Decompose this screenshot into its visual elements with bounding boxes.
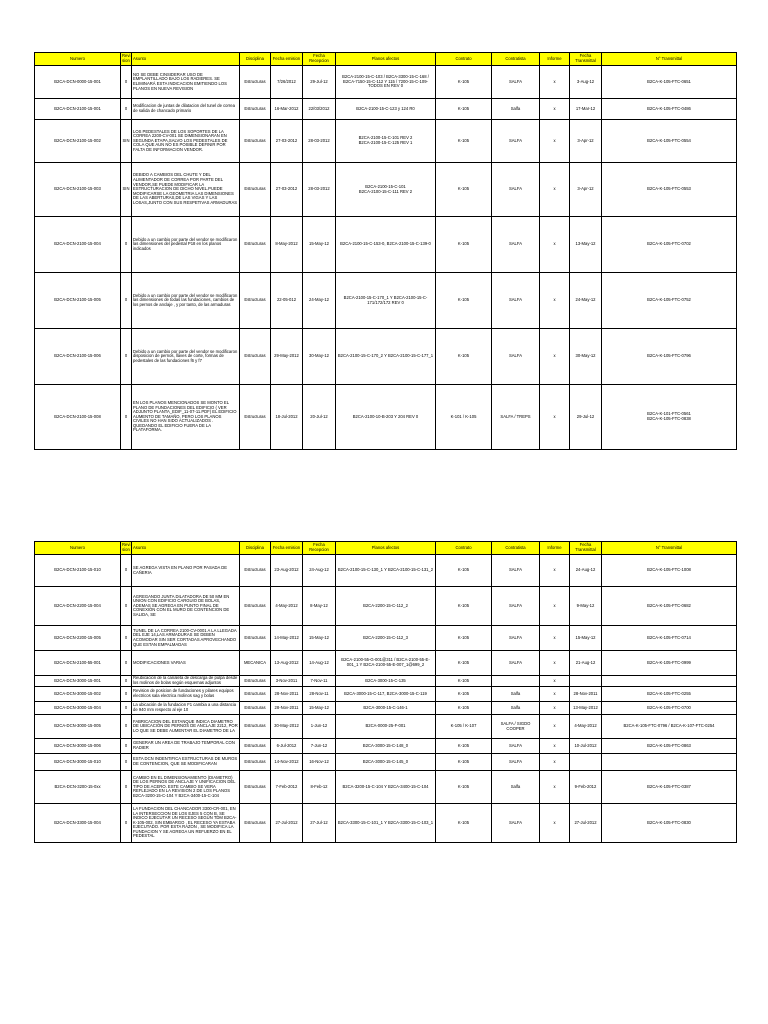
row-revision: 0: [121, 626, 132, 651]
table-row: [35, 329, 737, 385]
row-contrato: K-105: [436, 587, 492, 626]
row-contratista: [492, 676, 540, 687]
row-informe: x: [540, 687, 570, 702]
row-fecha-emision: 28-Nov-2011: [271, 687, 303, 702]
row-planos: B2CA-2100-15-C-101 B2CA-2100-15-C-111 REV 2: [336, 163, 436, 217]
row-transmittal: B2CA-K-105-FTC-0752: [602, 273, 737, 329]
row-numero: B2CA-DCN-2100-15-008: [35, 385, 121, 450]
row-fecha-recepcion: 29-Jul-12: [303, 66, 336, 99]
row-contrato: K-105: [436, 273, 492, 329]
row-revision: 0: [121, 329, 132, 385]
row-fecha-recepcion: 28-Nov-11: [303, 687, 336, 702]
row-contratista: SALFA: [492, 329, 540, 385]
row-numero: B2CA-DCN-2100-15-005: [35, 273, 121, 329]
row-revision: SIN: [121, 120, 132, 163]
table-row: [35, 385, 737, 450]
row-asunto: La ubicación de la fundacion F1 cambia a una distancia de 940 mm respecto al eje 10: [132, 702, 240, 715]
row-planos: B2CA-2100-15-C-123 y 124 R0: [336, 99, 436, 120]
row-disciplina: Estructuras: [240, 66, 271, 99]
row-fecha-emision: 13-Aug-2012: [271, 651, 303, 676]
row-fecha-emision: 14-May-2012: [271, 626, 303, 651]
row-fecha-recepcion: 15-May-12: [303, 217, 336, 273]
row-informe: x: [540, 99, 570, 120]
header-transmittal: N° Transmittal: [602, 542, 737, 555]
table-1-body: [35, 66, 737, 450]
row-fecha-transmittal: 30-May-12: [570, 329, 602, 385]
row-transmittal: [602, 754, 737, 771]
row-revision: 0: [121, 273, 132, 329]
row-numero: B2CA-DCN-3200-15-0xx: [35, 771, 121, 804]
row-planos: B2CA-3000-15-C-148_0: [336, 739, 436, 754]
row-fecha-transmittal: 3-Apr-12: [570, 163, 602, 217]
row-numero: B2CA-DCN-3000-15-001: [35, 676, 121, 687]
row-fecha-emision: 28-Nov-2011: [271, 702, 303, 715]
row-contrato: K-105 / K-107: [436, 715, 492, 739]
row-fecha-recepcion: 1-Jun-12: [303, 715, 336, 739]
table-row: [35, 587, 737, 626]
header-planos: Planos afectos: [336, 542, 436, 555]
row-asunto: FABRICACION DEL ESTANQUE INDICA DIAMETRO DE UBICACIÓN DE PERNOS DE ANCLAJE 2212, POR LO QUE SE DEBE AUMENTAR EL DIAMETRO DE LA: [132, 715, 240, 739]
row-contratista: SALFA / SIGDO COOPER: [492, 715, 540, 739]
row-contratista: SALFA / TREPS: [492, 385, 540, 450]
row-disciplina: Estructuras: [240, 702, 271, 715]
row-fecha-recepcion: 7-Jun-12: [303, 739, 336, 754]
table-row: [35, 771, 737, 804]
row-asunto: Debido a un cambio por parte del vendor se modificaron las dimensiones del pedestal P18 en los planos indicados: [132, 217, 240, 273]
row-planos: B2CA-3000-15-C-135: [336, 676, 436, 687]
row-fecha-recepcion: 30-May-12: [303, 329, 336, 385]
row-contratista: SALFA: [492, 120, 540, 163]
dcn-table-1: [34, 52, 737, 450]
row-disciplina: Estructuras: [240, 385, 271, 450]
row-transmittal: B2CA-K-105-FTC-0387: [602, 771, 737, 804]
row-transmittal: B2CA-K-105-FTC-1008: [602, 555, 737, 587]
row-contrato: K-105: [436, 163, 492, 217]
row-asunto: ESTA DCN INDENTIFICA ESTRUCTURAS DE MUROS DE CONTENCION, QUE SE MODIFICARAN: [132, 754, 240, 771]
row-revision: SIN: [121, 163, 132, 217]
row-contrato: K-105: [436, 120, 492, 163]
row-disciplina: Estructuras: [240, 626, 271, 651]
row-informe: x: [540, 385, 570, 450]
row-planos: B2CA-0000-25-F-001: [336, 715, 436, 739]
row-fecha-transmittal: 10-Jul-2012: [570, 739, 602, 754]
row-revision: 0: [121, 754, 132, 771]
table-row: [35, 739, 737, 754]
row-fecha-emision: 6-Jul-2012: [271, 739, 303, 754]
row-contrato: K-105: [436, 702, 492, 715]
row-contratista: SALFA: [492, 273, 540, 329]
row-disciplina: Estructuras: [240, 99, 271, 120]
row-planos: B2CA-3200-15-C-104 Y B2CA-3400-15-C-104: [336, 771, 436, 804]
row-informe: x: [540, 702, 570, 715]
row-fecha-recepcion: 28-03-2012: [303, 120, 336, 163]
row-revision: 0: [121, 739, 132, 754]
row-fecha-transmittal: 3-Apr-12: [570, 120, 602, 163]
row-informe: x: [540, 754, 570, 771]
row-contrato: K-105: [436, 651, 492, 676]
row-transmittal: B2CA-K-105-FTC-0554: [602, 120, 737, 163]
row-disciplina: Estructuras: [240, 217, 271, 273]
row-contrato: K-105: [436, 555, 492, 587]
row-revision: 0: [121, 676, 132, 687]
row-fecha-transmittal: 21-Aug-12: [570, 651, 602, 676]
header-revision: Revi sion: [121, 542, 132, 555]
row-disciplina: Estructuras: [240, 754, 271, 771]
row-contratista: Salfa: [492, 687, 540, 702]
row-asunto: DEBIDO A CAMBIOS DEL CHUTE Y DEL ALIMENTADOR DE CORREA POR PARTE DEL VENDOR,SE PUEDE MODIFICAR LA ESTRUCTURACION DE DICHO NIVEL.PUEDE MODIFICARSE LA GEOMETRIA LAS DIMENSIONES DE LAS ABERTURAS,DE LAS VIGAS Y LAS LOSAS,JUNTO CON SUS RESPETIVAS ARMADURAS: [132, 163, 240, 217]
row-transmittal: B2CA-K-105-FTC-0255: [602, 687, 737, 702]
row-contratista: SALFA: [492, 217, 540, 273]
row-planos: B2CA-2100-15-C-170_1 Y B2CA-2100-15-C-171/172/172 REV 0: [336, 273, 436, 329]
row-informe: x: [540, 626, 570, 651]
row-numero: B2CA-DCN-3000-15-002: [35, 687, 121, 702]
table-row: [35, 66, 737, 99]
row-disciplina: Estructuras: [240, 273, 271, 329]
row-contrato: K-105: [436, 66, 492, 99]
row-informe: x: [540, 66, 570, 99]
header-planos: Planos afectos: [336, 53, 436, 66]
header-transmittal: N° Transmittal: [602, 53, 737, 66]
row-fecha-recepcion: 8-Feb-12: [303, 771, 336, 804]
header-asunto: Asunto: [132, 53, 240, 66]
row-fecha-emision: 30-May-2012: [271, 715, 303, 739]
header-fecha-emision: Fecha emision: [271, 53, 303, 66]
row-asunto: Debido a un cambio por parte del vendor se modificaron disposicion de pernos, llaves de corte, formas de pedestales de las fundaciones f6 y f7: [132, 329, 240, 385]
header-contrato: Contrato: [436, 53, 492, 66]
row-informe: x: [540, 771, 570, 804]
table-row: [35, 99, 737, 120]
row-fecha-emision: 14-Nov-2012: [271, 754, 303, 771]
row-numero: B2CA-DCN-3000-15-010: [35, 754, 121, 771]
row-disciplina: MECANICA: [240, 651, 271, 676]
header-numero: Numero: [35, 542, 121, 555]
row-asunto: Debido a un cambio por parte del vendor se modificaron las dimensiones de todas las fundaciones, cambios de los pernos de anclaje , y por tanto, de las armaduras: [132, 273, 240, 329]
row-fecha-emision: 4-May-2012: [271, 587, 303, 626]
row-transmittal: B2CA-K-105-FTC-0651: [602, 66, 737, 99]
header-asunto: Asunto: [132, 542, 240, 555]
row-planos: B2CA-2100-15-C-130_1 Y B2CA-2100-15-C-131_2: [336, 555, 436, 587]
row-disciplina: Estructuras: [240, 771, 271, 804]
row-asunto: CAMBIO EN EL DIMENSIONAMIENTO (DIAMETRO) DE LOS PERNOS DE ANCLAJE Y UNIFICACION DEL TIPO DE ACERO. ESTE CAMBIO SE VERA REFLEJADO EN LA REVISION 2 DE LOS PLANOS B2CA-3200-15-C-104 Y B2CA-3400-15-C-104: [132, 771, 240, 804]
row-fecha-transmittal: 9-Feb-2012: [570, 771, 602, 804]
row-fecha-emision: 22-05-012: [271, 273, 303, 329]
row-numero: B2CA-DCN-3000-15-004: [35, 702, 121, 715]
row-informe: x: [540, 273, 570, 329]
row-transmittal: B2CA-K-105-FTC-0863: [602, 739, 737, 754]
row-disciplina: Estructuras: [240, 120, 271, 163]
row-contratista: Salfa: [492, 771, 540, 804]
row-fecha-transmittal: [570, 676, 602, 687]
row-informe: x: [540, 329, 570, 385]
row-disciplina: Estructuras: [240, 587, 271, 626]
row-contratista: SALFA: [492, 651, 540, 676]
row-asunto: MODIFICACIONES VARIAS: [132, 651, 240, 676]
row-fecha-recepcion: 20-Jul-12: [303, 385, 336, 450]
row-planos: B2CA-3000-15-C-145_0: [336, 754, 436, 771]
row-numero: B2CA-DCN-0000-15-001: [35, 66, 121, 99]
table-row: [35, 120, 737, 163]
row-numero: B2CA-DCN-2100-15-003: [35, 163, 121, 217]
row-asunto: Modificacion de juntas de dilatacion del tunel de correa de salida de chancado primario: [132, 99, 240, 120]
row-fecha-emision: 8-May-2012: [271, 217, 303, 273]
table-header-row: [35, 53, 737, 66]
row-fecha-transmittal: 24-May-12: [570, 273, 602, 329]
row-transmittal: B2CA-K-105-FTC-0999: [602, 651, 737, 676]
row-fecha-recepcion: 14-Aug-12: [303, 651, 336, 676]
row-fecha-emision: 7/26/2012: [271, 66, 303, 99]
row-contrato: K-105: [436, 626, 492, 651]
row-fecha-transmittal: 13-May-2012: [570, 702, 602, 715]
row-planos: B2CA-2200-15-C-112_3: [336, 626, 436, 651]
row-planos: B2CA-3000-15-C-117, B2CA-3000-15-C-119: [336, 687, 436, 702]
row-planos: B2CA-2100-15-C-101 REV 2 B2CA-2100-15-C-125 REV 1: [336, 120, 436, 163]
row-informe: x: [540, 715, 570, 739]
row-informe: x: [540, 651, 570, 676]
row-transmittal: B2CA-K-105-FTC-0700: [602, 702, 737, 715]
row-informe: x: [540, 217, 570, 273]
row-fecha-emision: 29-May-2012: [271, 329, 303, 385]
row-disciplina: Estructuras: [240, 715, 271, 739]
header-informe: Informe: [540, 53, 570, 66]
row-fecha-recepcion: 7-Nov-11: [303, 676, 336, 687]
table-row: [35, 555, 737, 587]
table-header-row: [35, 542, 737, 555]
row-transmittal: B2CA-K-105-FTC-0702: [602, 217, 737, 273]
row-asunto: Reubicacion de la canaleta de descarga de pulpa desde los molinos de bolas según esquemas adjuntos: [132, 676, 240, 687]
row-contrato: K-105: [436, 754, 492, 771]
row-numero: B2CA-DCN-2100-15-001: [35, 99, 121, 120]
row-fecha-transmittal: 3-Aug-12: [570, 66, 602, 99]
row-asunto: SE AGREGA VISTA EN PLANO POR PASADA DE CAÑERIA: [132, 555, 240, 587]
row-numero: B2CA-DCN-3000-15-006: [35, 739, 121, 754]
row-fecha-transmittal: 27-Jul-2012: [570, 804, 602, 843]
table-row: [35, 626, 737, 651]
row-fecha-emision: 16-Mar-2012: [271, 99, 303, 120]
row-asunto: GENERAR UN AREA DE TRABAJO TEMPORAL CON RADIER: [132, 739, 240, 754]
row-numero: B2CA-DCN-2100-15-006: [35, 329, 121, 385]
table-row: [35, 754, 737, 771]
row-disciplina: Estructuras: [240, 687, 271, 702]
header-fecha-recepcion: Fecha Recepcion: [303, 542, 336, 555]
row-contrato: K-105: [436, 217, 492, 273]
row-contrato: K-105: [436, 739, 492, 754]
row-informe: x: [540, 587, 570, 626]
row-numero: B2CA-DCN-3000-15-005: [35, 715, 121, 739]
row-fecha-emision: 3-Nov-2011: [271, 676, 303, 687]
row-disciplina: Estructuras: [240, 676, 271, 687]
table-row: [35, 217, 737, 273]
row-disciplina: Estructuras: [240, 555, 271, 587]
row-contrato: K-105: [436, 771, 492, 804]
row-contrato: K-105: [436, 99, 492, 120]
row-fecha-transmittal: 13-May-12: [570, 217, 602, 273]
row-contratista: SALFA: [492, 66, 540, 99]
row-contrato: K-105: [436, 329, 492, 385]
row-planos: B2CA-2100-15-C-103 / B2CA-3300-15-C-168 / B2CA-7150-15-C-112 Y 115 / 7200-15-C-109- TODOS EN REV 0: [336, 66, 436, 99]
row-fecha-recepcion: 8-May-12: [303, 587, 336, 626]
row-planos: B2CA-2100-15-C-153-0, B2CA-2100-15-C-139-0: [336, 217, 436, 273]
header-informe: Informe: [540, 542, 570, 555]
row-fecha-transmittal: 17-Mar-12: [570, 99, 602, 120]
row-revision: 0: [121, 702, 132, 715]
header-contratista: Contratista: [492, 542, 540, 555]
row-planos: B2CA-2200-15-C-112_2: [336, 587, 436, 626]
row-contratista: SALFA: [492, 754, 540, 771]
row-fecha-recepcion: 24-May-12: [303, 273, 336, 329]
row-numero: B2CA-DCN-2100-15-004: [35, 217, 121, 273]
row-numero: B2CA-DCN-3300-15-004: [35, 804, 121, 843]
header-numero: Numero: [35, 53, 121, 66]
header-fecha-transmittal: Fecha Transmittal: [570, 53, 602, 66]
row-revision: 0: [121, 651, 132, 676]
row-contrato: K-101 / K-105: [436, 385, 492, 450]
row-informe: x: [540, 804, 570, 843]
row-disciplina: Estructuras: [240, 739, 271, 754]
row-numero: B2CA-DCN-2200-15-004: [35, 587, 121, 626]
row-revision: 0: [121, 687, 132, 702]
row-transmittal: B2CA-K-101-FTC-0561 B2CA-K-105-FTC-0838: [602, 385, 737, 450]
row-contratista: SALFA: [492, 555, 540, 587]
row-revision: 0: [121, 715, 132, 739]
row-revision: 0: [121, 555, 132, 587]
table-row: [35, 273, 737, 329]
header-disciplina: Disciplina: [240, 53, 271, 66]
row-fecha-transmittal: 28-Nov-2011: [570, 687, 602, 702]
row-planos: B2CA-3000-15-C-146-1: [336, 702, 436, 715]
row-fecha-transmittal: 29-Jul-12: [570, 385, 602, 450]
row-fecha-emision: 18-Jul-2012: [271, 385, 303, 450]
row-revision: 0: [121, 771, 132, 804]
row-revision: 0: [121, 99, 132, 120]
row-fecha-emision: 27-Jul-2012: [271, 804, 303, 843]
row-planos: B2CA-2100-10-B-203 Y 204 REV 0: [336, 385, 436, 450]
table-row: [35, 676, 737, 687]
row-asunto: LA FUNDACION DEL CHANCADOR 3300-CR-001, EN LA INTERSECCION DE LOS EJES 5 CON B, SE INDICO EJECUTAR UN RECESO SEGÚN TDM B2CA-K-105-002, SIN EMBARGO , EL RECESO YA ESTABA EJECUTADO. POR ESTA RAZON , SE MODIFICA LA FUNDACION Y SE AGREGA UN REFUERZO EN EL PEDESTAL: [132, 804, 240, 843]
row-informe: x: [540, 555, 570, 587]
header-disciplina: Disciplina: [240, 542, 271, 555]
row-planos: B2CA-3300-15-C-101_1 Y B2CA-3300-15-C-103_1: [336, 804, 436, 843]
row-informe: x: [540, 739, 570, 754]
row-revision: 0: [121, 804, 132, 843]
row-contratista: SALFA: [492, 587, 540, 626]
row-fecha-transmittal: 15-May-12: [570, 626, 602, 651]
row-transmittal: B2CA-K-105-FTC-0830: [602, 804, 737, 843]
row-fecha-recepcion: 22/03/2012: [303, 99, 336, 120]
row-fecha-recepcion: 15-May-12: [303, 702, 336, 715]
row-asunto: NO SE DEBE CINSIDERAR USO DE EMPLANTILLADO BAJO LOS RADIERES. SE ELIMINARÁ ESTA INDICACION EMITIENDO LOS PLANOS EN NUEVA REVISION: [132, 66, 240, 99]
row-numero: B2CA-DCN-2100-15-002: [35, 120, 121, 163]
row-asunto: TUNEL DE LA CORREA 2100-CV-0001 A LA LLEGADA DEL EJE 14,LAS ARMADURAS SE DEBEN ACOMODAR SIN SER CORTADAS APROVECHANDO QUE ESTAN EMPALMADAS: [132, 626, 240, 651]
row-contratista: Salfa: [492, 702, 540, 715]
row-contratista: SALFA: [492, 163, 540, 217]
row-transmittal: B2CA-K-105-FTC-0553: [602, 163, 737, 217]
table-2-body: [35, 555, 737, 843]
table-row: [35, 702, 737, 715]
row-revision: 0: [121, 66, 132, 99]
row-revision: 0: [121, 217, 132, 273]
row-planos: B2CA-2100-55-G-001@311 / B2CA-2100-55-E-001_1 Y B2CA-2100-55-E-007_1@699_2: [336, 651, 436, 676]
row-transmittal: B2CA-K-105-FTC-0796 / B2CA-K-107-FTC-0254: [602, 715, 737, 739]
row-contrato: K-105: [436, 676, 492, 687]
row-transmittal: B2CA-K-105-FTC-0796: [602, 329, 737, 385]
row-fecha-recepcion: 27-Jul-12: [303, 804, 336, 843]
row-disciplina: Estructuras: [240, 329, 271, 385]
row-fecha-transmittal: 9-May-12: [570, 587, 602, 626]
row-fecha-transmittal: [570, 754, 602, 771]
header-contrato: Contrato: [436, 542, 492, 555]
header-fecha-transmittal: Fecha Transmittal: [570, 542, 602, 555]
header-revision: Revi sion: [121, 53, 132, 66]
row-numero: B2CA-DCN-2100-15-010: [35, 555, 121, 587]
table-row: [35, 715, 737, 739]
row-transmittal: B2CA-K-105-FTC-0714: [602, 626, 737, 651]
row-contratista: SALFA: [492, 739, 540, 754]
row-numero: B2CA-DCN-2200-15-005: [35, 626, 121, 651]
row-transmittal: [602, 676, 737, 687]
dcn-table-2: [34, 541, 737, 843]
row-asunto: AGREGANDO JUNTA DILATADORA DE 50 MM EN UNION CON EDIFICIO CARGUIO DE BOLAS, ADEMAS SE AGREGA EN PUNTO FINAL DE CONEXIÓN CON EL MURO DE CONTENCION DE SALIDA, SE: [132, 587, 240, 626]
row-fecha-transmittal: 4-May-2012: [570, 715, 602, 739]
table-row: [35, 804, 737, 843]
table-row: [35, 687, 737, 702]
row-fecha-emision: 7-Feb-2012: [271, 771, 303, 804]
row-contratista: SALFA: [492, 626, 540, 651]
row-fecha-recepcion: 16-Nov-12: [303, 754, 336, 771]
row-disciplina: Estructuras: [240, 163, 271, 217]
row-disciplina: Estructuras: [240, 804, 271, 843]
table-row: [35, 651, 737, 676]
row-informe: x: [540, 163, 570, 217]
row-contrato: K-105: [436, 804, 492, 843]
row-fecha-recepcion: 28-03-2012: [303, 163, 336, 217]
row-informe: x: [540, 120, 570, 163]
header-fecha-recepcion: Fecha Recepcion: [303, 53, 336, 66]
row-contrato: K-105: [436, 687, 492, 702]
row-transmittal: B2CA-K-105-FTC-0682: [602, 587, 737, 626]
row-fecha-recepcion: 15-May-12: [303, 626, 336, 651]
row-fecha-recepcion: 24-Aug-12: [303, 555, 336, 587]
table-row: [35, 163, 737, 217]
row-informe: x: [540, 676, 570, 687]
header-contratista: Contratista: [492, 53, 540, 66]
row-asunto: Revision de posicion de fundaciones y pilares equipos electricos sala electrica molinos sag y bolas: [132, 687, 240, 702]
row-fecha-emision: 27-03-2012: [271, 120, 303, 163]
row-fecha-emision: 27-03-2012: [271, 163, 303, 217]
row-revision: 0: [121, 385, 132, 450]
row-numero: B2CA-DCN-2100-55-001: [35, 651, 121, 676]
row-asunto: EN LOS PLANOS MENCIONADOS SE MONTO EL PLANO DE FUNDACIONES DEL EDIFICIO ( VER ADJUNTO PLANTA_EDIF_11-07-11.PDF) EL EDIFICIO AUMENTO DE TAMAÑO, PERO LOS PLANOS CIVILES NO HAN SIDO ACTUALIZADOS . QUEDANDO EL EDIFICIO FUERA DE LA PLATAFORMA.: [132, 385, 240, 450]
row-fecha-transmittal: 24-Aug-12: [570, 555, 602, 587]
row-transmittal: B2CA-K-105-FTC-0486: [602, 99, 737, 120]
row-revision: 0: [121, 587, 132, 626]
row-fecha-emision: 23-Aug-2012: [271, 555, 303, 587]
row-planos: B2CA-2100-15-C-170_2 Y B2CA-2100-15-C-177_1: [336, 329, 436, 385]
row-asunto: LOS PEDESTALES DE LOS SOPORTES DE LA CORREA 2200-CV-001 SE DIMENSIONARAN EN SEGUNDA ETAPA,SALVO LOS PEDESTALES DE COLA QUE AUN NO ES POSIBLE DEFINIR POR FALTA DE INFORMACION VENDOR.: [132, 120, 240, 163]
row-contratista: SALFA: [492, 804, 540, 843]
row-contratista: Salfa: [492, 99, 540, 120]
header-fecha-emision: Fecha emision: [271, 542, 303, 555]
